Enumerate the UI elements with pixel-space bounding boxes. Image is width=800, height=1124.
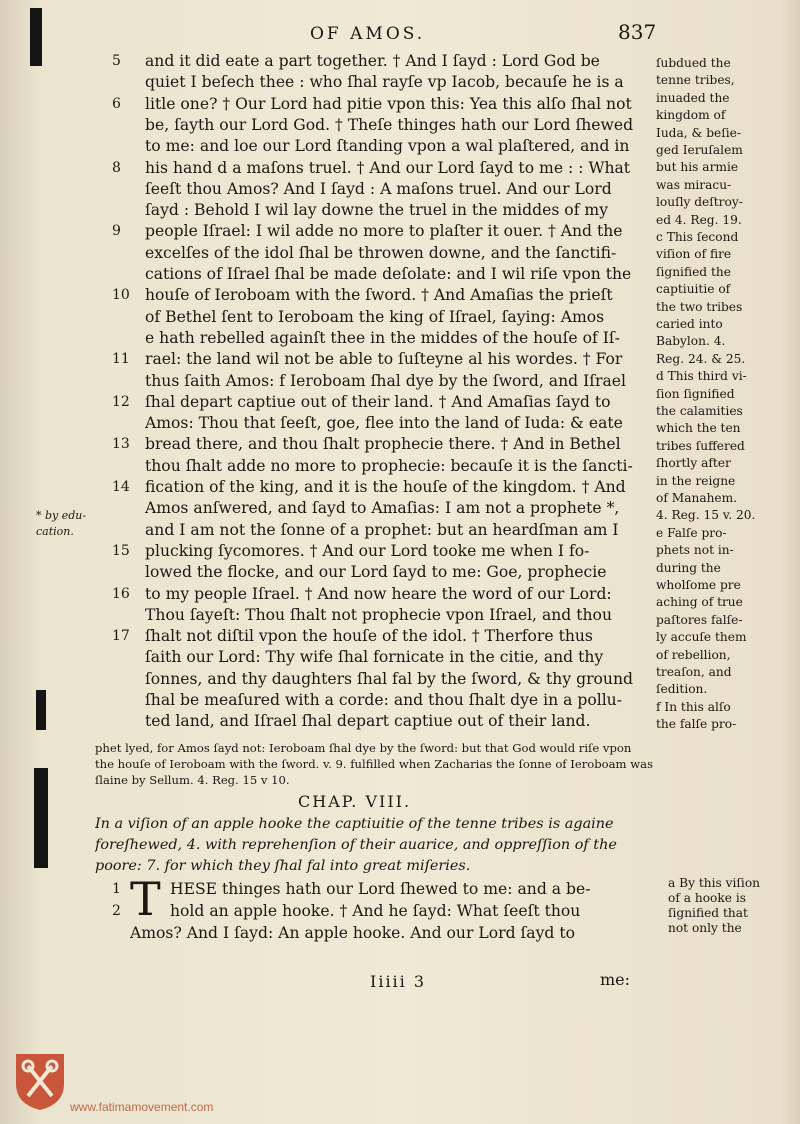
margin-note-line: inuaded the (656, 90, 730, 105)
verse-number: 9 (112, 223, 121, 240)
text-line: bread there, and thou ſhalt prophecie there. † And in Bethel (145, 435, 621, 454)
margin-note-line: ſhortly after (656, 456, 731, 471)
verse-number: 2 (112, 903, 121, 919)
text-line: Amos: Thou that ſeeſt, goe, flee into the land of Iuda: & eate (145, 414, 623, 433)
verse-number (112, 689, 142, 711)
text-line: ſhalt not diſtil vpon the houſe of the idol. † Therfore thus (145, 627, 593, 646)
watermark: www.fatimamovement.com (70, 1100, 214, 1114)
verse-number (112, 327, 142, 349)
signature-mark: Iiiii 3 (370, 972, 427, 991)
text-line: Amos anſwered, and ſayd to Amaſias: I am not a prophete *, (145, 499, 620, 518)
text-line: of Bethel ſent to Ieroboam the king of Iſrael, ſaying: Amos (145, 307, 605, 326)
verse-number (112, 668, 142, 690)
text-line: his hand d a maſons truel. † And our Lord ſayd to me : : What (145, 158, 631, 177)
verse-number: 14 (112, 479, 130, 495)
margin-note-line: the calamities (656, 404, 743, 418)
verse-number: 1 (112, 881, 121, 897)
margin-left-note-1: * by edu- (36, 509, 87, 522)
verse-number: 6 (112, 95, 121, 112)
verse-number: 16 (112, 585, 130, 602)
margin-note-line: tenne tribes, (656, 73, 735, 88)
margin-note-line: during the (656, 560, 721, 575)
margin-note-line: 4. Reg. 15 v. 20. (656, 508, 756, 523)
margin-note-line: ſion ſignified (656, 386, 735, 401)
text-line: fication of the king, and it is the houſe of the kingdom. † And (145, 478, 626, 496)
margin-note-line: phets not in- (656, 543, 734, 558)
page-number: 837 (618, 20, 657, 44)
text-line: ſonnes, and thy daughters ſhal fal by the ſword, & thy ground (145, 669, 633, 688)
margin-note-line: Babylon. 4. (656, 334, 726, 349)
margin-note-line: viſion of fire (656, 247, 732, 262)
text-line: houſe of Ieroboam with the ſword. † And Amaſias the prieſt (145, 286, 613, 305)
binding-bar-mid (36, 690, 46, 730)
margin-note-line: ſignified the (656, 264, 731, 279)
chapter-heading: CHAP. VIII. (298, 792, 412, 811)
text-line: ſayd : Behold I wil lay downe the truel in the middes of my (145, 201, 609, 220)
verse-number (112, 263, 142, 285)
margin-note-line: of rebellion, (656, 647, 731, 662)
text-line: thou ſhalt adde no more to prophecie: becauſe it is the ſancti- (145, 456, 633, 475)
text-line: ſeeſt thou Amos? And I ſayd : A maſons truel. And our Lord (145, 179, 612, 198)
verse-number (112, 199, 142, 221)
verse-number (112, 519, 142, 541)
text-line: HESE thinges hath our Lord ſhewed to me: and a be- (170, 880, 591, 898)
papal-keys-shield-icon (14, 1052, 66, 1112)
verse-number (112, 114, 142, 136)
verse-number: 10 (112, 287, 130, 304)
text-line: e hath rebelled againſt thee in the middes of the houſe of Iſ- (145, 328, 620, 347)
drop-cap: T (130, 872, 161, 926)
margin-note-line: Iuda, & beſie- (656, 125, 741, 140)
verse-number: 8 (112, 159, 121, 176)
margin-note-line: ſubdued the (656, 56, 731, 70)
text-line: ſhal depart captiue out of their land. † And Amaſias ſayd to (145, 392, 611, 411)
text-line: rael: the land wil not be able to ſuſteyne al his wordes. † For (145, 350, 623, 369)
margin-note-line: was miracu- (656, 177, 732, 192)
verse-number (112, 710, 142, 732)
binding-bar-top (30, 8, 42, 66)
footnote-line-2: the houſe of Ieroboam with the ſword. v. 9. fulfilled when Zacharias the ſonne of Ieroboam was (95, 757, 654, 771)
verse-number: 15 (112, 542, 130, 559)
margin-note-line: but his armie (656, 160, 739, 175)
chapter-summary-2: foreſhewed, 4. with reprehenſion of their auarice, and oppreſſion of the (95, 837, 617, 853)
margin-note-line: d This third vi- (656, 369, 747, 384)
text-line: plucking ſycomores. † And our Lord tooke me when I fo- (145, 541, 590, 560)
margin-note-line: caried into (656, 317, 723, 331)
margin-left-note-2: cation. (36, 525, 74, 538)
verse-number (112, 178, 142, 200)
verse-number (112, 71, 142, 93)
binding-bar-low (34, 768, 48, 868)
margin-note-line: of Manahem. (656, 491, 738, 505)
margin-note-line: ged Ieruſalem (656, 143, 743, 157)
chapter-summary-3: poore: 7. for which they ſhal fal into great miſeries. (95, 858, 471, 874)
text-line: ſaith our Lord: Thy wife ſhal fornicate in the citie, and thy (145, 648, 604, 667)
footnote-line-3: ſlaine by Sellum. 4. Reg. 15 v 10. (95, 773, 290, 787)
chapter-summary-1: In a viſion of an apple hooke the captiuitie of the tenne tribes is againe (95, 816, 614, 832)
text-line: to me: and loe our Lord ſtanding vpon a wal plaſtered, and in (145, 137, 630, 156)
margin-note-line: not only the (668, 921, 742, 935)
text-line: hold an apple hooke. † And he ſayd: What ſeeſt thou (170, 902, 581, 920)
text-line: ted land, and Iſrael ſhal depart captiue out of their land. (145, 712, 591, 731)
text-line: excelſes of the idol ſhal be throwen downe, and the ſanctifi- (145, 243, 617, 262)
text-line: ſhal be meaſured with a corde: and thou ſhalt dye in a pollu- (145, 691, 622, 709)
verse-number: 12 (112, 393, 130, 410)
text-line: thus ſaith Amos: f Ieroboam ſhal dye by the ſword, and Iſrael (145, 371, 626, 390)
margin-note-line: of a hooke is (668, 891, 747, 905)
text-line: to my people Iſrael. † And now heare the word of our Lord: (145, 584, 612, 603)
text-line: lowed the flocke, and our Lord ſayd to me: Goe, prophecie (145, 563, 607, 582)
verse-number: 13 (112, 436, 130, 453)
running-head: OF AMOS. (310, 24, 426, 44)
margin-note-line: ed 4. Reg. 19. (656, 212, 742, 227)
text-line: people Iſrael: I wil adde no more to plaſter it ouer. † And the (145, 222, 623, 241)
margin-note-line: paſtores falſe- (656, 612, 743, 627)
footnote-line-1: phet lyed, for Amos ſayd not: Ieroboam ſhal dye by the ſword: but that God would riſe vpon (95, 741, 632, 755)
margin-note-line: tribes ſuffered (656, 438, 745, 453)
verse-number (112, 306, 142, 328)
margin-note-line: ſignified that (668, 906, 748, 920)
margin-note-line: aching of true (656, 595, 743, 610)
text-line: cations of Iſrael ſhal be made deſolate: and I wil riſe vpon the (145, 265, 632, 283)
text-line: Amos? And I ſayd: An apple hooke. And our Lord ſayd to (130, 924, 575, 942)
margin-note-line: kingdom of (656, 108, 726, 123)
margin-note-line: wholſome pre (656, 578, 741, 592)
margin-note-line: Reg. 24. & 25. (656, 351, 746, 366)
verse-number (112, 497, 142, 519)
margin-note-line: c This ſecond (656, 230, 739, 244)
verse-number (112, 412, 142, 434)
verse-number: 17 (112, 628, 130, 645)
verse-number (112, 242, 142, 264)
margin-note-line: f In this alſo (656, 699, 731, 714)
margin-note-line: the two tribes (656, 299, 743, 314)
margin-note-line: louſly deſtroy- (656, 195, 743, 210)
verse-number (112, 135, 142, 157)
margin-note-line: captiuitie of (656, 282, 731, 297)
verse-number: 11 (112, 351, 130, 368)
text-line: Thou ſayeſt: Thou ſhalt not prophecie vpon Iſrael, and thou (145, 605, 612, 624)
margin-note-line: a By this viſion (668, 876, 761, 890)
verse-number (112, 370, 142, 392)
margin-note-line: in the reigne (656, 473, 736, 488)
text-line: quiet I beſech thee : who ſhal rayſe vp Iacob, becauſe he is a (145, 73, 624, 92)
verse-number (112, 561, 142, 583)
text-line: litle one? † Our Lord had pitie vpon this: Yea this alſo ſhal not (145, 94, 632, 113)
margin-note-line: e Falſe pro- (656, 525, 727, 540)
text-line: be, ſayth our Lord God. † Theſe thinges hath our Lord ſhewed (145, 115, 634, 134)
margin-note-line: ſedition. (656, 682, 708, 697)
verse-number (112, 455, 142, 477)
verse-number: 5 (112, 53, 121, 69)
margin-note-line: the falſe pro- (656, 717, 737, 732)
verse-number (112, 604, 142, 626)
margin-note-line: treaſon, and (656, 665, 732, 679)
verse-number (112, 646, 142, 668)
text-line: and it did eate a part together. † And I ſayd : Lord God be (145, 52, 600, 70)
margin-note-line: which the ten (656, 421, 741, 436)
catchword: me: (600, 970, 631, 989)
margin-note-line: ly accuſe them (656, 630, 747, 645)
text-line: and I am not the ſonne of a prophet: but an heardſman am I (145, 520, 619, 539)
